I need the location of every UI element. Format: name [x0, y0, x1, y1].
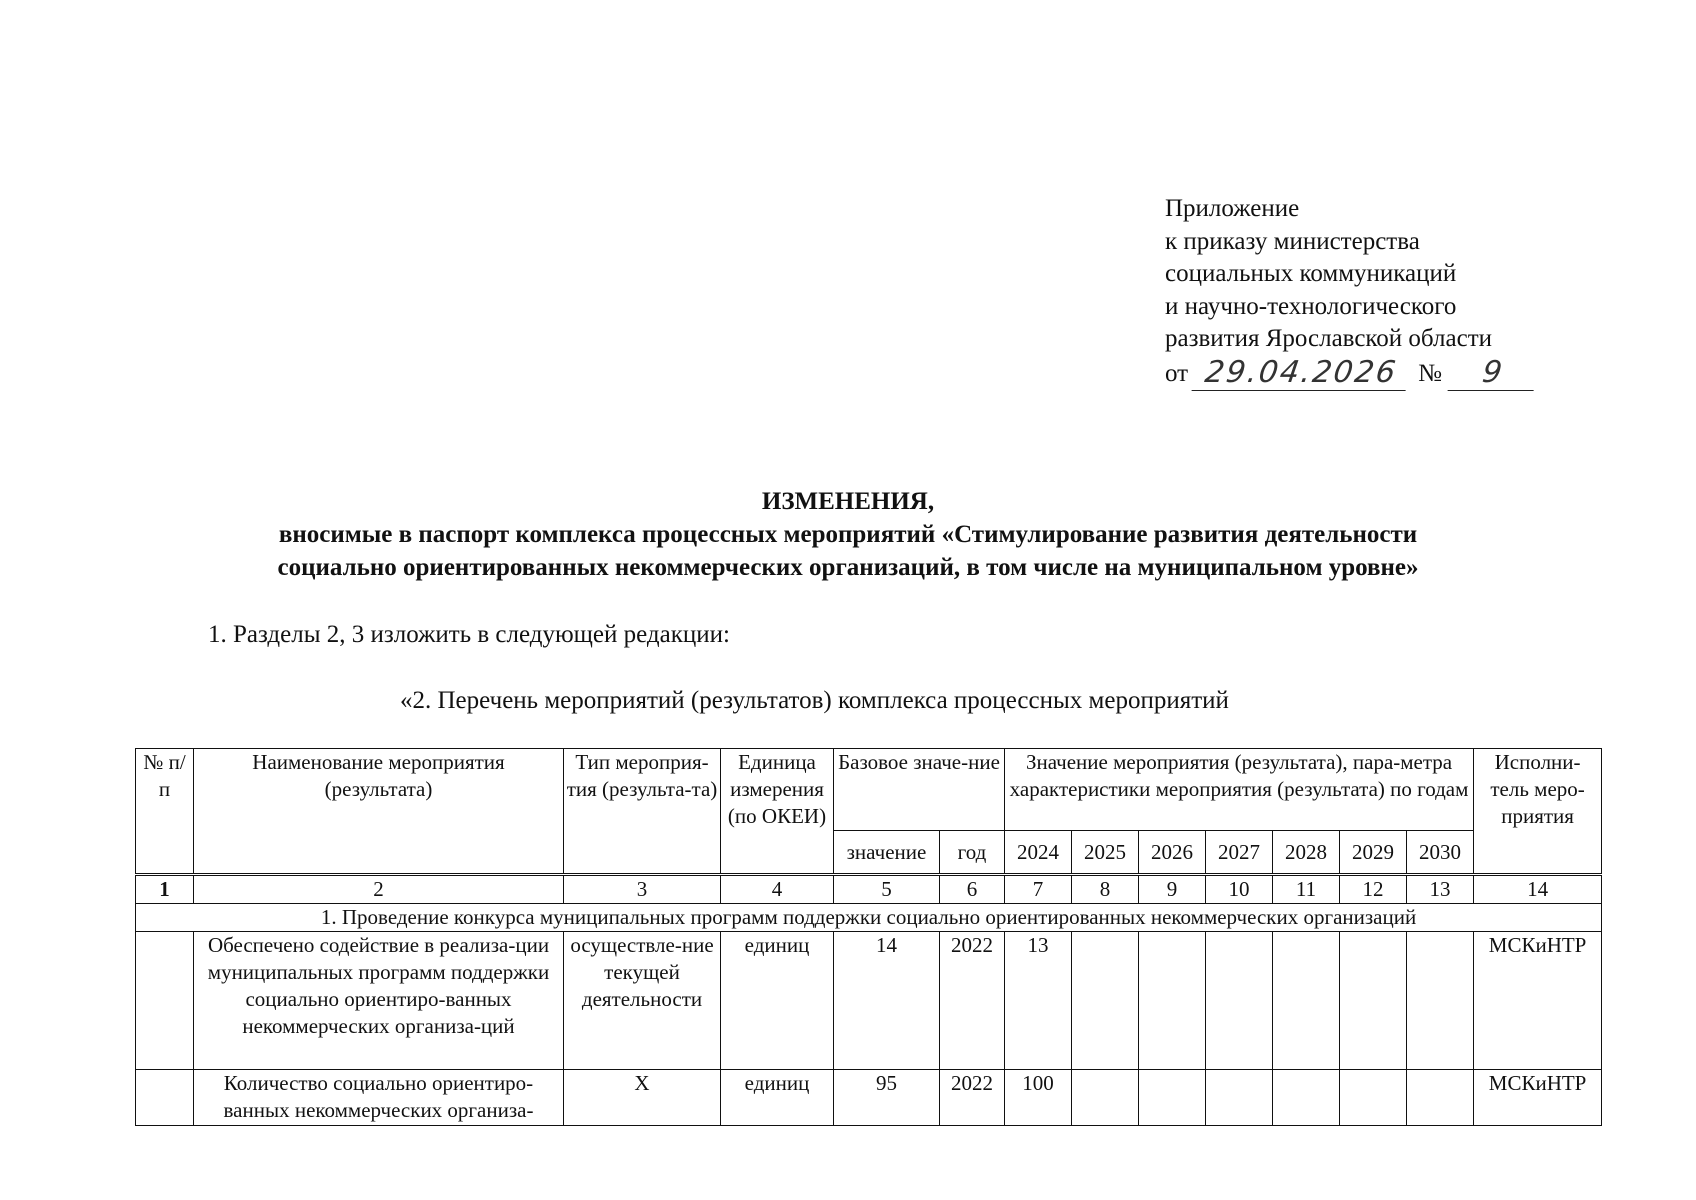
from-label: от	[1165, 360, 1189, 387]
attachment-line: развития Ярославской области	[1165, 325, 1493, 352]
attachment-line: к приказу министерства	[1165, 227, 1420, 255]
handwritten-number: 9	[1448, 356, 1539, 391]
section-row	[136, 904, 1602, 932]
column-number: 11	[1273, 875, 1340, 904]
number-label: №	[1418, 360, 1442, 387]
column-number: 2	[194, 875, 564, 904]
attachment-block	[1165, 193, 1536, 391]
cell-2030	[1407, 1070, 1474, 1126]
cell-unit: единиц	[721, 1070, 834, 1126]
column-number: 5	[834, 875, 940, 904]
cell-2026	[1139, 1070, 1206, 1126]
column-number: 9	[1139, 875, 1206, 904]
column-number: 7	[1005, 875, 1072, 904]
cell-2029	[1340, 932, 1407, 1070]
document-title	[0, 485, 1696, 584]
column-number: 8	[1072, 875, 1139, 904]
column-number-row	[136, 875, 1602, 904]
attachment-line: и научно-технологического	[1165, 292, 1457, 320]
column-number: 1	[136, 875, 194, 904]
title-line-2: социально ориентированных некоммерческих организаций, в том числе на муниципальном уровне»	[277, 554, 1419, 581]
cell-type: осуществле-ние текущей деятельности	[564, 932, 721, 1070]
column-number: 4	[721, 875, 834, 904]
section-title: «2. Перечень мероприятий (результатов) комплекса процессных мероприятий	[400, 687, 1229, 714]
header-year: 2024	[1005, 831, 1072, 875]
column-number: 6	[940, 875, 1005, 904]
header-type: Тип мероприя-тия (результа-та)	[564, 749, 721, 875]
header-executor: Исполни-тель меро-приятия	[1474, 749, 1602, 875]
cell-2028	[1273, 1070, 1340, 1126]
table-row	[136, 932, 1602, 1070]
handwritten-date: 29.04.2026	[1192, 356, 1411, 391]
cell-2025	[1072, 932, 1139, 1070]
column-number: 12	[1340, 875, 1407, 904]
header-num: № п/п	[136, 749, 194, 875]
cell-num	[136, 1070, 194, 1126]
title-heading: ИЗМЕНЕНИЯ,	[761, 488, 935, 515]
cell-2024: 100	[1005, 1070, 1072, 1126]
cell-type: Х	[564, 1070, 721, 1126]
cell-2024: 13	[1005, 932, 1072, 1070]
cell-2028	[1273, 932, 1340, 1070]
header-year: 2026	[1139, 831, 1206, 875]
cell-base-year: 2022	[940, 932, 1005, 1070]
attachment-line: социальных коммуникаций	[1165, 260, 1457, 287]
cell-name: Обеспечено содействие в реализа-ции муниципальных программ поддержки социально ориентиро-ванных некоммерческих организа-ций	[194, 932, 564, 1070]
header-unit: Единица измерения (по ОКЕИ)	[721, 749, 834, 875]
header-base-year: год	[940, 831, 1005, 875]
table-header-row	[136, 749, 1602, 831]
header-year: 2029	[1340, 831, 1407, 875]
header-base-value: значение	[834, 831, 940, 875]
measures-table	[135, 748, 1602, 1126]
cell-2025	[1072, 1070, 1139, 1126]
title-line-1: вносимые в паспорт комплекса процессных мероприятий «Стимулирование развития деятельности	[278, 521, 1418, 548]
header-year: 2027	[1206, 831, 1273, 875]
column-number: 3	[564, 875, 721, 904]
cell-base-value: 95	[834, 1070, 940, 1126]
cell-2029	[1340, 1070, 1407, 1126]
header-year: 2030	[1407, 831, 1474, 875]
cell-2027	[1206, 1070, 1273, 1126]
order-date-number	[1165, 356, 1536, 391]
section-heading: 1. Проведение конкурса муниципальных программ поддержки социально ориентированных некоммерческих организаций	[136, 904, 1602, 932]
cell-base-value: 14	[834, 932, 940, 1070]
table-row	[136, 1070, 1602, 1126]
header-base: Базовое значе-ние	[834, 749, 1005, 831]
cell-2027	[1206, 932, 1273, 1070]
header-year: 2028	[1273, 831, 1340, 875]
column-number: 13	[1407, 875, 1474, 904]
cell-unit: единиц	[721, 932, 834, 1070]
amendment-paragraph: 1. Разделы 2, 3 изложить в следующей редакции:	[208, 621, 730, 648]
header-year: 2025	[1072, 831, 1139, 875]
cell-executor: МСКиНТР	[1474, 1070, 1602, 1126]
cell-2030	[1407, 932, 1474, 1070]
header-values-by-year: Значение мероприятия (результата), пара-метра характеристики мероприятия (результата) по годам	[1005, 749, 1474, 831]
column-number: 10	[1206, 875, 1273, 904]
column-number: 14	[1474, 875, 1602, 904]
cell-executor: МСКиНТР	[1474, 932, 1602, 1070]
cell-base-year: 2022	[940, 1070, 1005, 1126]
header-name: Наименование мероприятия (результата)	[194, 749, 564, 875]
attachment-line: Приложение	[1165, 195, 1300, 222]
cell-2026	[1139, 932, 1206, 1070]
cell-num	[136, 932, 194, 1070]
cell-name: Количество социально ориентиро-ванных некоммерческих организа-	[194, 1070, 564, 1126]
